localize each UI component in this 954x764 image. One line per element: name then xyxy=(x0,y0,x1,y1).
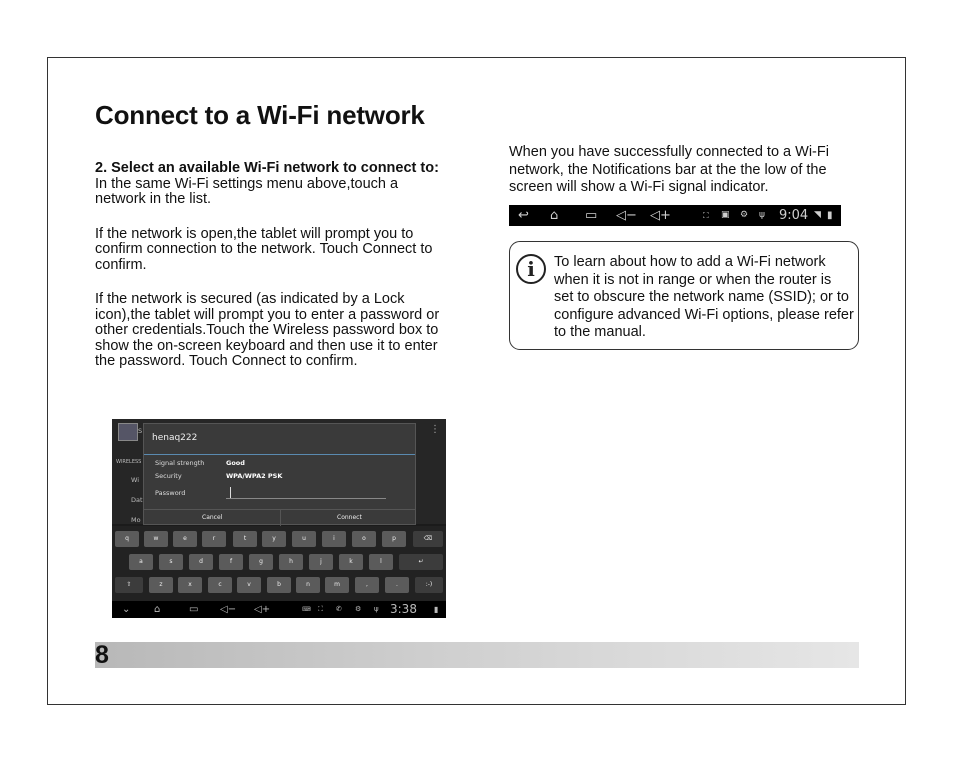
signal-strength-label: Signal strength xyxy=(155,459,205,467)
key[interactable]: v xyxy=(237,577,261,593)
onscreen-keyboard xyxy=(112,526,446,601)
info-note-text: To learn about how to add a Wi-Fi network when it is not in range or when the router is set to obscure the network name (SSID); or to configure advanced Wi-Fi options, please refer to the manual. xyxy=(554,254,854,340)
cancel-button[interactable]: Cancel xyxy=(202,514,223,521)
button-divider xyxy=(280,510,281,526)
key[interactable]: w xyxy=(144,531,168,547)
usb-icon: ψ xyxy=(759,210,765,220)
page-footer-bar xyxy=(95,642,859,668)
side-label: Dat xyxy=(131,496,143,504)
battery-icon: ▮ xyxy=(827,210,833,221)
key[interactable]: n xyxy=(296,577,320,593)
wifi-signal-icon: ◥ xyxy=(814,210,821,220)
key[interactable]: r xyxy=(202,531,226,547)
home-icon: ⌂ xyxy=(550,208,559,223)
key[interactable]: a xyxy=(129,554,153,570)
tablet-navigation-bar xyxy=(112,601,446,618)
notification-intro: When you have successfully connected to a Wi-Fi network, the Notifications bar at the the low of the screen will show a Wi-Fi signal indicator. xyxy=(509,144,829,195)
keyboard-icon: ⌨ xyxy=(302,606,311,613)
info-note-box xyxy=(509,241,859,350)
key[interactable]: i xyxy=(322,531,346,547)
key[interactable]: k xyxy=(339,554,363,570)
key[interactable]: l xyxy=(369,554,393,570)
info-icon: i xyxy=(516,254,546,284)
battery-icon: ▮ xyxy=(434,605,439,614)
key[interactable]: o xyxy=(352,531,376,547)
security-value: WPA/WPA2 PSK xyxy=(226,472,283,480)
instructions-column xyxy=(95,161,450,370)
key[interactable]: h xyxy=(279,554,303,570)
key[interactable]: f xyxy=(219,554,243,570)
key[interactable]: c xyxy=(208,577,232,593)
key[interactable]: q xyxy=(115,531,139,547)
android-icon: ⚙ xyxy=(740,210,749,220)
text-cursor xyxy=(230,487,231,498)
side-label: Mo xyxy=(131,516,141,524)
password-input[interactable] xyxy=(226,498,386,499)
smiley-key[interactable]: :-) xyxy=(415,577,443,593)
paragraph-open-network: If the network is open,the tablet will prompt you to confirm connection to the network. Touch Connect to confirm. xyxy=(95,225,433,273)
key[interactable]: d xyxy=(189,554,213,570)
paragraph-select-network: In the same Wi-Fi settings menu above,touch a network in the list. xyxy=(95,175,399,207)
key[interactable]: s xyxy=(159,554,183,570)
recent-apps-icon[interactable]: ▭ xyxy=(189,604,199,615)
signal-strength-value: Good xyxy=(226,459,245,467)
volume-down-icon: ◁− xyxy=(616,208,637,223)
backspace-key[interactable]: ⌫ xyxy=(413,531,443,547)
phone-icon: ✆ xyxy=(336,605,342,613)
key[interactable]: z xyxy=(149,577,173,593)
wifi-connect-dialog xyxy=(143,423,416,525)
recent-apps-icon: ▭ xyxy=(585,208,598,223)
password-label: Password xyxy=(155,489,186,497)
dialog-divider xyxy=(144,454,415,455)
enter-key[interactable]: ↵ xyxy=(399,554,443,570)
tablet-screenshot xyxy=(112,419,446,618)
volume-down-icon[interactable]: ◁− xyxy=(220,604,237,615)
key[interactable]: b xyxy=(267,577,291,593)
key[interactable]: j xyxy=(309,554,333,570)
key[interactable]: e xyxy=(173,531,197,547)
notification-status-bar xyxy=(509,205,841,226)
volume-up-icon: ◁+ xyxy=(650,208,671,223)
paragraph-secured-network: If the network is secured (as indicated by a Lock icon),the tablet will prompt you to enter a password or other credentials.Touch the Wireless password box to show the on-screen keyboard and then use it to enter the password. Touch Connect to confirm. xyxy=(95,291,440,369)
side-label: WIRELESS xyxy=(116,459,142,465)
settings-icon xyxy=(118,423,138,441)
usb-icon: ψ xyxy=(374,605,379,613)
screenshot-icon: ⛶ xyxy=(703,211,709,220)
back-icon: ↩ xyxy=(518,208,529,223)
side-label: Wi xyxy=(131,476,140,484)
clock-time: 9:04 xyxy=(779,208,809,223)
key[interactable]: u xyxy=(292,531,316,547)
key[interactable]: p xyxy=(382,531,406,547)
dialog-network-name: henaq222 xyxy=(152,433,198,443)
security-label: Security xyxy=(155,472,182,480)
back-icon[interactable]: ⌄ xyxy=(122,604,131,615)
key[interactable]: t xyxy=(233,531,257,547)
key[interactable]: x xyxy=(178,577,202,593)
gallery-icon: ▣ xyxy=(721,210,730,220)
page-number: 8 xyxy=(95,641,109,669)
key[interactable]: . xyxy=(385,577,409,593)
shift-key[interactable]: ⇧ xyxy=(115,577,143,593)
volume-up-icon[interactable]: ◁+ xyxy=(254,604,271,615)
key[interactable]: y xyxy=(262,531,286,547)
page-title: Connect to a Wi-Fi network xyxy=(95,100,425,130)
connect-button[interactable]: Connect xyxy=(337,514,362,521)
overflow-menu-icon[interactable]: ⋮ xyxy=(430,424,440,435)
screenshot-icon: ⛶ xyxy=(318,605,323,613)
side-label: S xyxy=(138,427,143,435)
clock-time: 3:38 xyxy=(390,602,417,616)
key[interactable]: m xyxy=(325,577,349,593)
android-icon: ⚙ xyxy=(355,605,362,613)
home-icon[interactable]: ⌂ xyxy=(154,604,161,615)
dialog-button-bar xyxy=(144,509,415,526)
step-heading: 2. Select an available Wi-Fi network to connect to: xyxy=(95,160,439,176)
key[interactable]: g xyxy=(249,554,273,570)
key[interactable]: , xyxy=(355,577,379,593)
